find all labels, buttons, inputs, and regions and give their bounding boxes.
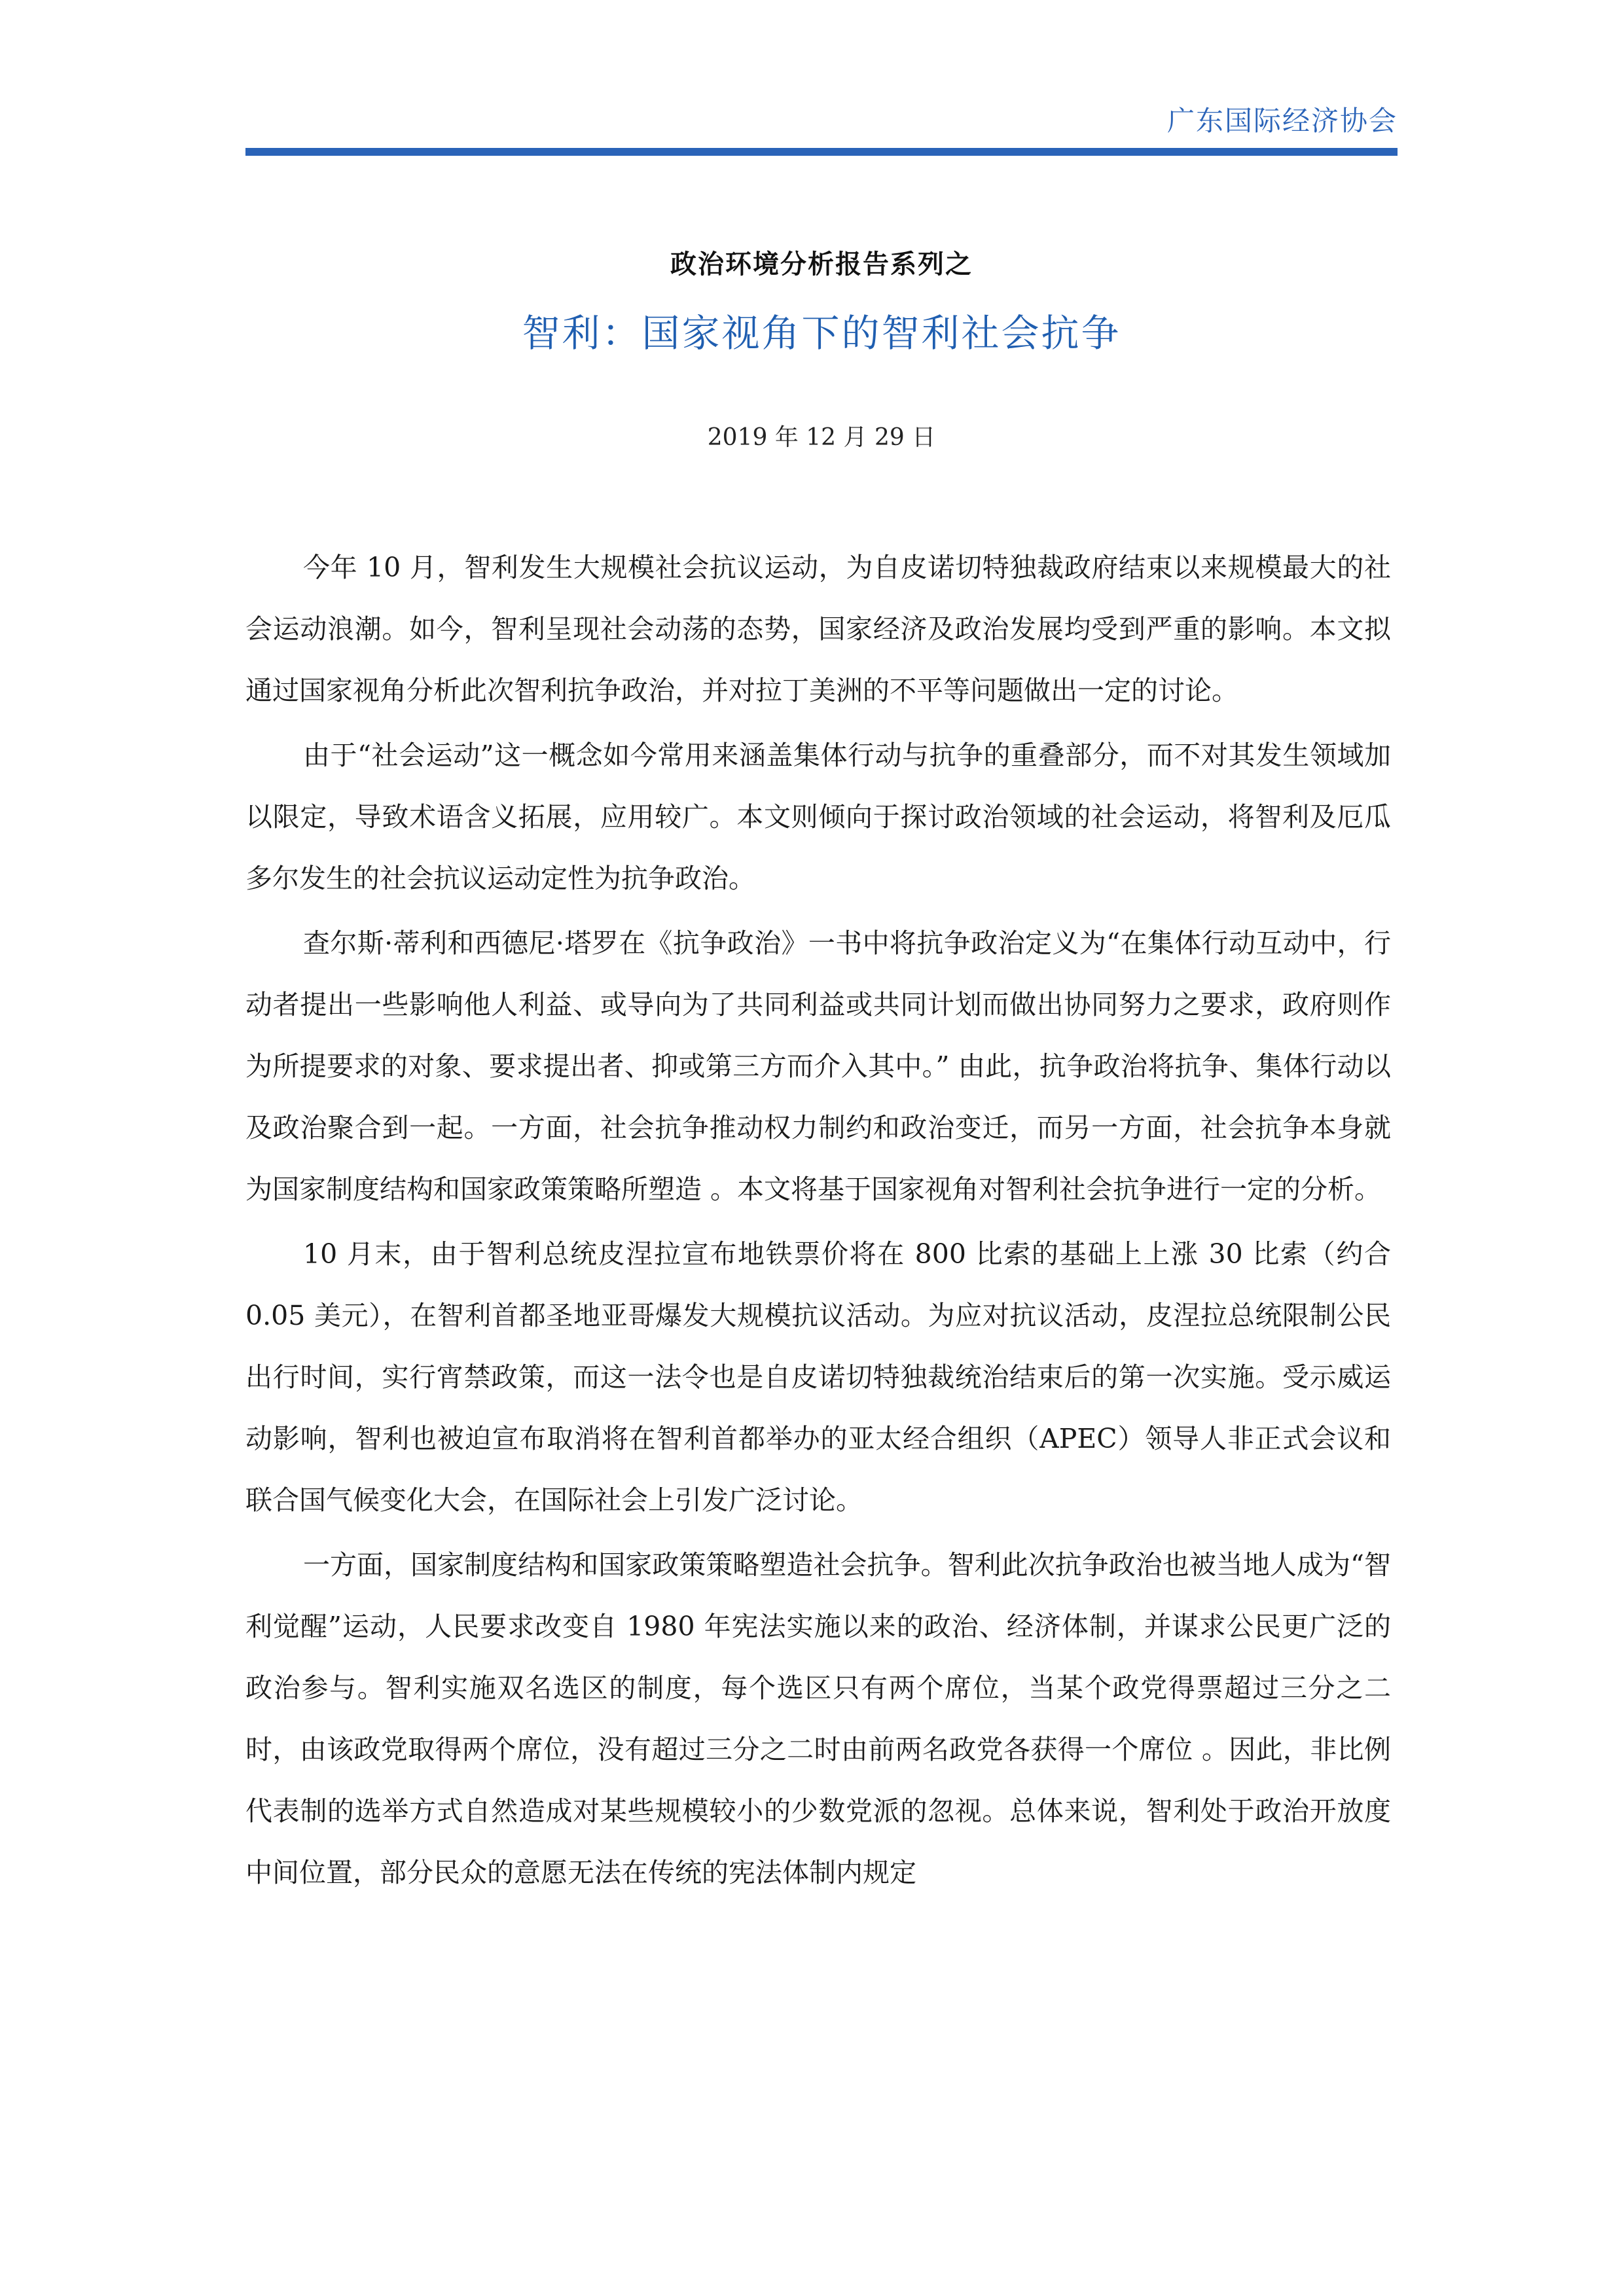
organization-name: 广东国际经济协会 xyxy=(1166,105,1398,137)
paragraph: 由于“社会运动”这一概念如今常用来涵盖集体行动与抗争的重叠部分，而不对其发生领域加以限定，导致术语含义拓展，应用较广。本文则倾向于探讨政治领域的社会运动，将智利及厄瓜多尔发生的社会抗议运动定性为抗争政治。 xyxy=(245,740,1391,894)
page-header xyxy=(245,85,1398,164)
document-title: 智利：国家视角下的智利社会抗争 xyxy=(522,311,1121,355)
paragraph: 查尔斯·蒂利和西德尼·塔罗在《抗争政治》一书中将抗争政治定义为“在集体行动互动中，行动者提出一些影响他人利益、或导向为了共同利益或共同计划而做出协同努力之要求，政府则作为所提要求的对象、要求提出者、抑或第三方而介入其中。” 由此，抗争政治将抗争、集体行动以及政治聚合到一起。一方面，社会抗争推动权力制约和政治变迁，而另一方面，社会抗争本身就为国家制度结构和国家政策策略所塑造 。本文将基于国家视角对智利社会抗争进行一定的分析。 xyxy=(245,927,1391,1205)
paragraph: 10 月末，由于智利总统皮涅拉宣布地铁票价将在 800 比索的基础上上涨 30 比索（约合 0.05 美元），在智利首都圣地亚哥爆发大规模抗议活动。为应对抗议活动，皮涅拉总统限制公民出行时间，实行宵禁政策，而这一法令也是自皮诺切特独裁统治结束后的第一次实施。受示威运动影响，智利也被迫宣布取消将在智利首都举办的亚太经合组织（APEC）领导人非正式会议和联合国气候变化大会，在国际社会上引发广泛讨论。 xyxy=(245,1238,1391,1516)
document-date: 2019 年 12 月 29 日 xyxy=(707,424,936,451)
paragraph: 今年 10 月，智利发生大规模社会抗议运动，为自皮诺切特独裁政府结束以来规模最大的社会运动浪潮。如今，智利呈现社会动荡的态势，国家经济及政治发展均受到严重的影响。本文拟通过国家视角分析此次智利抗争政治，并对拉丁美洲的不平等问题做出一定的讨论。 xyxy=(245,552,1391,706)
paragraph: 一方面，国家制度结构和国家政策策略塑造社会抗争。智利此次抗争政治也被当地人成为“智利觉醒”运动，人民要求改变自 1980 年宪法实施以来的政治、经济体制，并谋求公民更广泛的政治参与。智利实施双名选区的制度，每个选区只有两个席位，当某个政党得票超过三分之二时，由该政党取得两个席位，没有超过三分之二时由前两名政党各获得一个席位 。因此，非比例代表制的选举方式自然造成对某些规模较小的少数党派的忽视。总体来说，智利处于政治开放度中间位置，部分民众的意愿无法在传统的宪法体制内规定 xyxy=(245,1549,1391,1888)
header-divider xyxy=(245,148,1398,156)
series-title: 政治环境分析报告系列之 xyxy=(670,249,973,279)
document-body xyxy=(245,537,1391,1907)
